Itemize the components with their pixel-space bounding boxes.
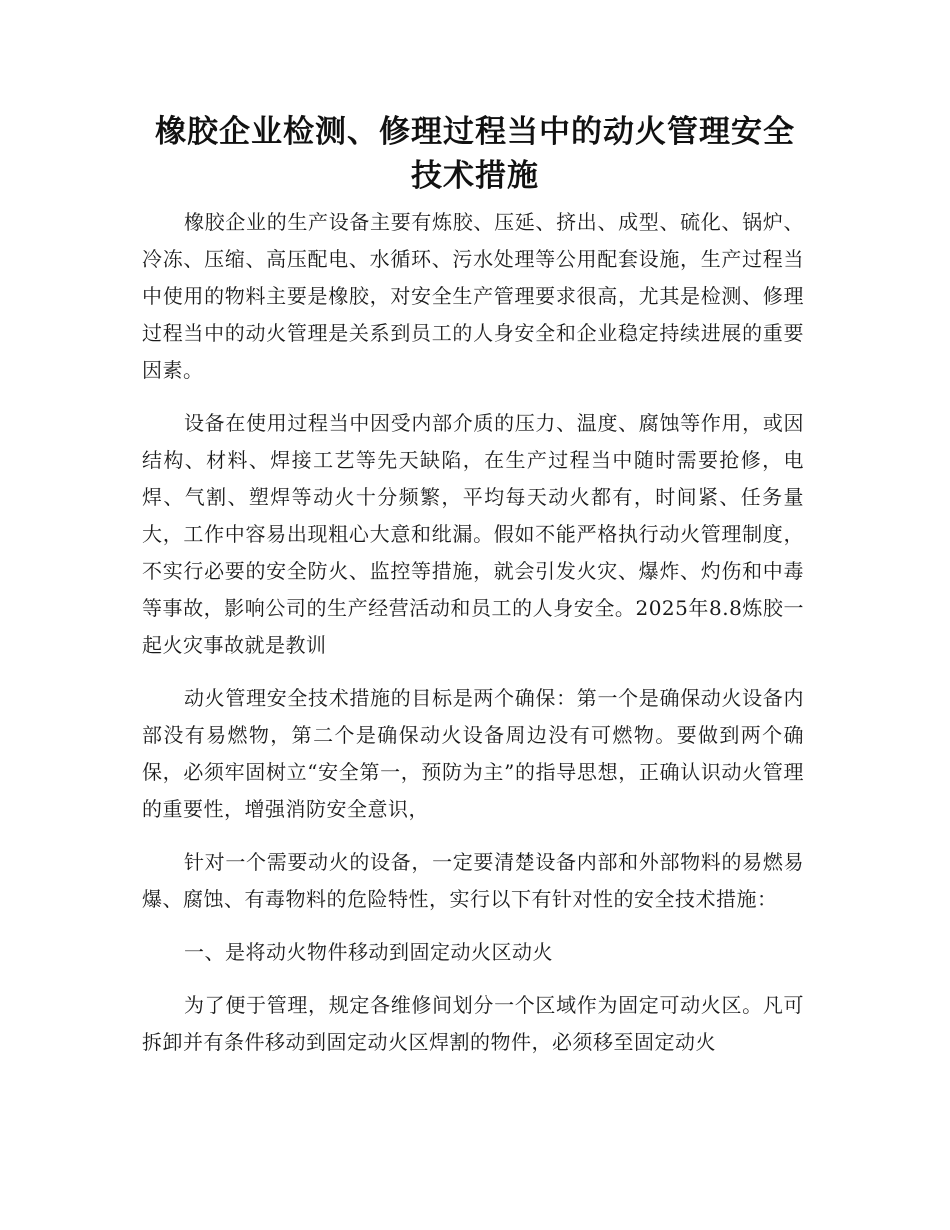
document-body (142, 204, 804, 1077)
paragraph: 为了便于管理，规定各维修间划分一个区域作为固定可动火区。凡可拆卸并有条件移动到固定动火区焊割的物件，必须移至固定动火 (142, 993, 804, 1054)
paragraph: 针对一个需要动火的设备，一定要清楚设备内部和外部物料的易燃易爆、腐蚀、有毒物料的危险特性，实行以下有针对性的安全技术措施： (142, 850, 804, 911)
paragraph: 设备在使用过程当中因受内部介质的压力、温度、腐蚀等作用，或因结构、材料、焊接工艺等先天缺陷，在生产过程当中随时需要抢修，电焊、气割、塑焊等动火十分频繁，平均每天动火都有，时间紧、任务量大，工作中容易出现粗心大意和纰漏。假如不能严格执行动火管理制度，不实行必要的安全防火、监控等措施，就会引发火灾、爆炸、灼伤和中毒等事故，影响公司的生产经营活动和员工的人身安全。2025年8.8炼胶一起火灾事故就是教训 (142, 411, 804, 657)
paragraph: 动火管理安全技术措施的目标是两个确保：第一个是确保动火设备内部没有易燃物，第二个是确保动火设备周边没有可燃物。要做到两个确保，必须牢固树立“安全第一，预防为主”的指导思想，正确认识动火管理的重要性，增强消防安全意识， (142, 686, 804, 821)
paragraph: 橡胶企业的生产设备主要有炼胶、压延、挤出、成型、硫化、锅炉、冷冻、压缩、高压配电、水循环、污水处理等公用配套设施，生产过程当中使用的物料主要是橡胶，对安全生产管理要求很高，尤其是检测、修理过程当中的动火管理是关系到员工的人身安全和企业稳定持续进展的重要因素。 (142, 210, 804, 382)
section-heading: 一、是将动火物件移动到固定动火区动火 (184, 940, 553, 964)
document-title: 橡胶企业检测、修理过程当中的动火管理安全技术措施 (155, 114, 795, 194)
